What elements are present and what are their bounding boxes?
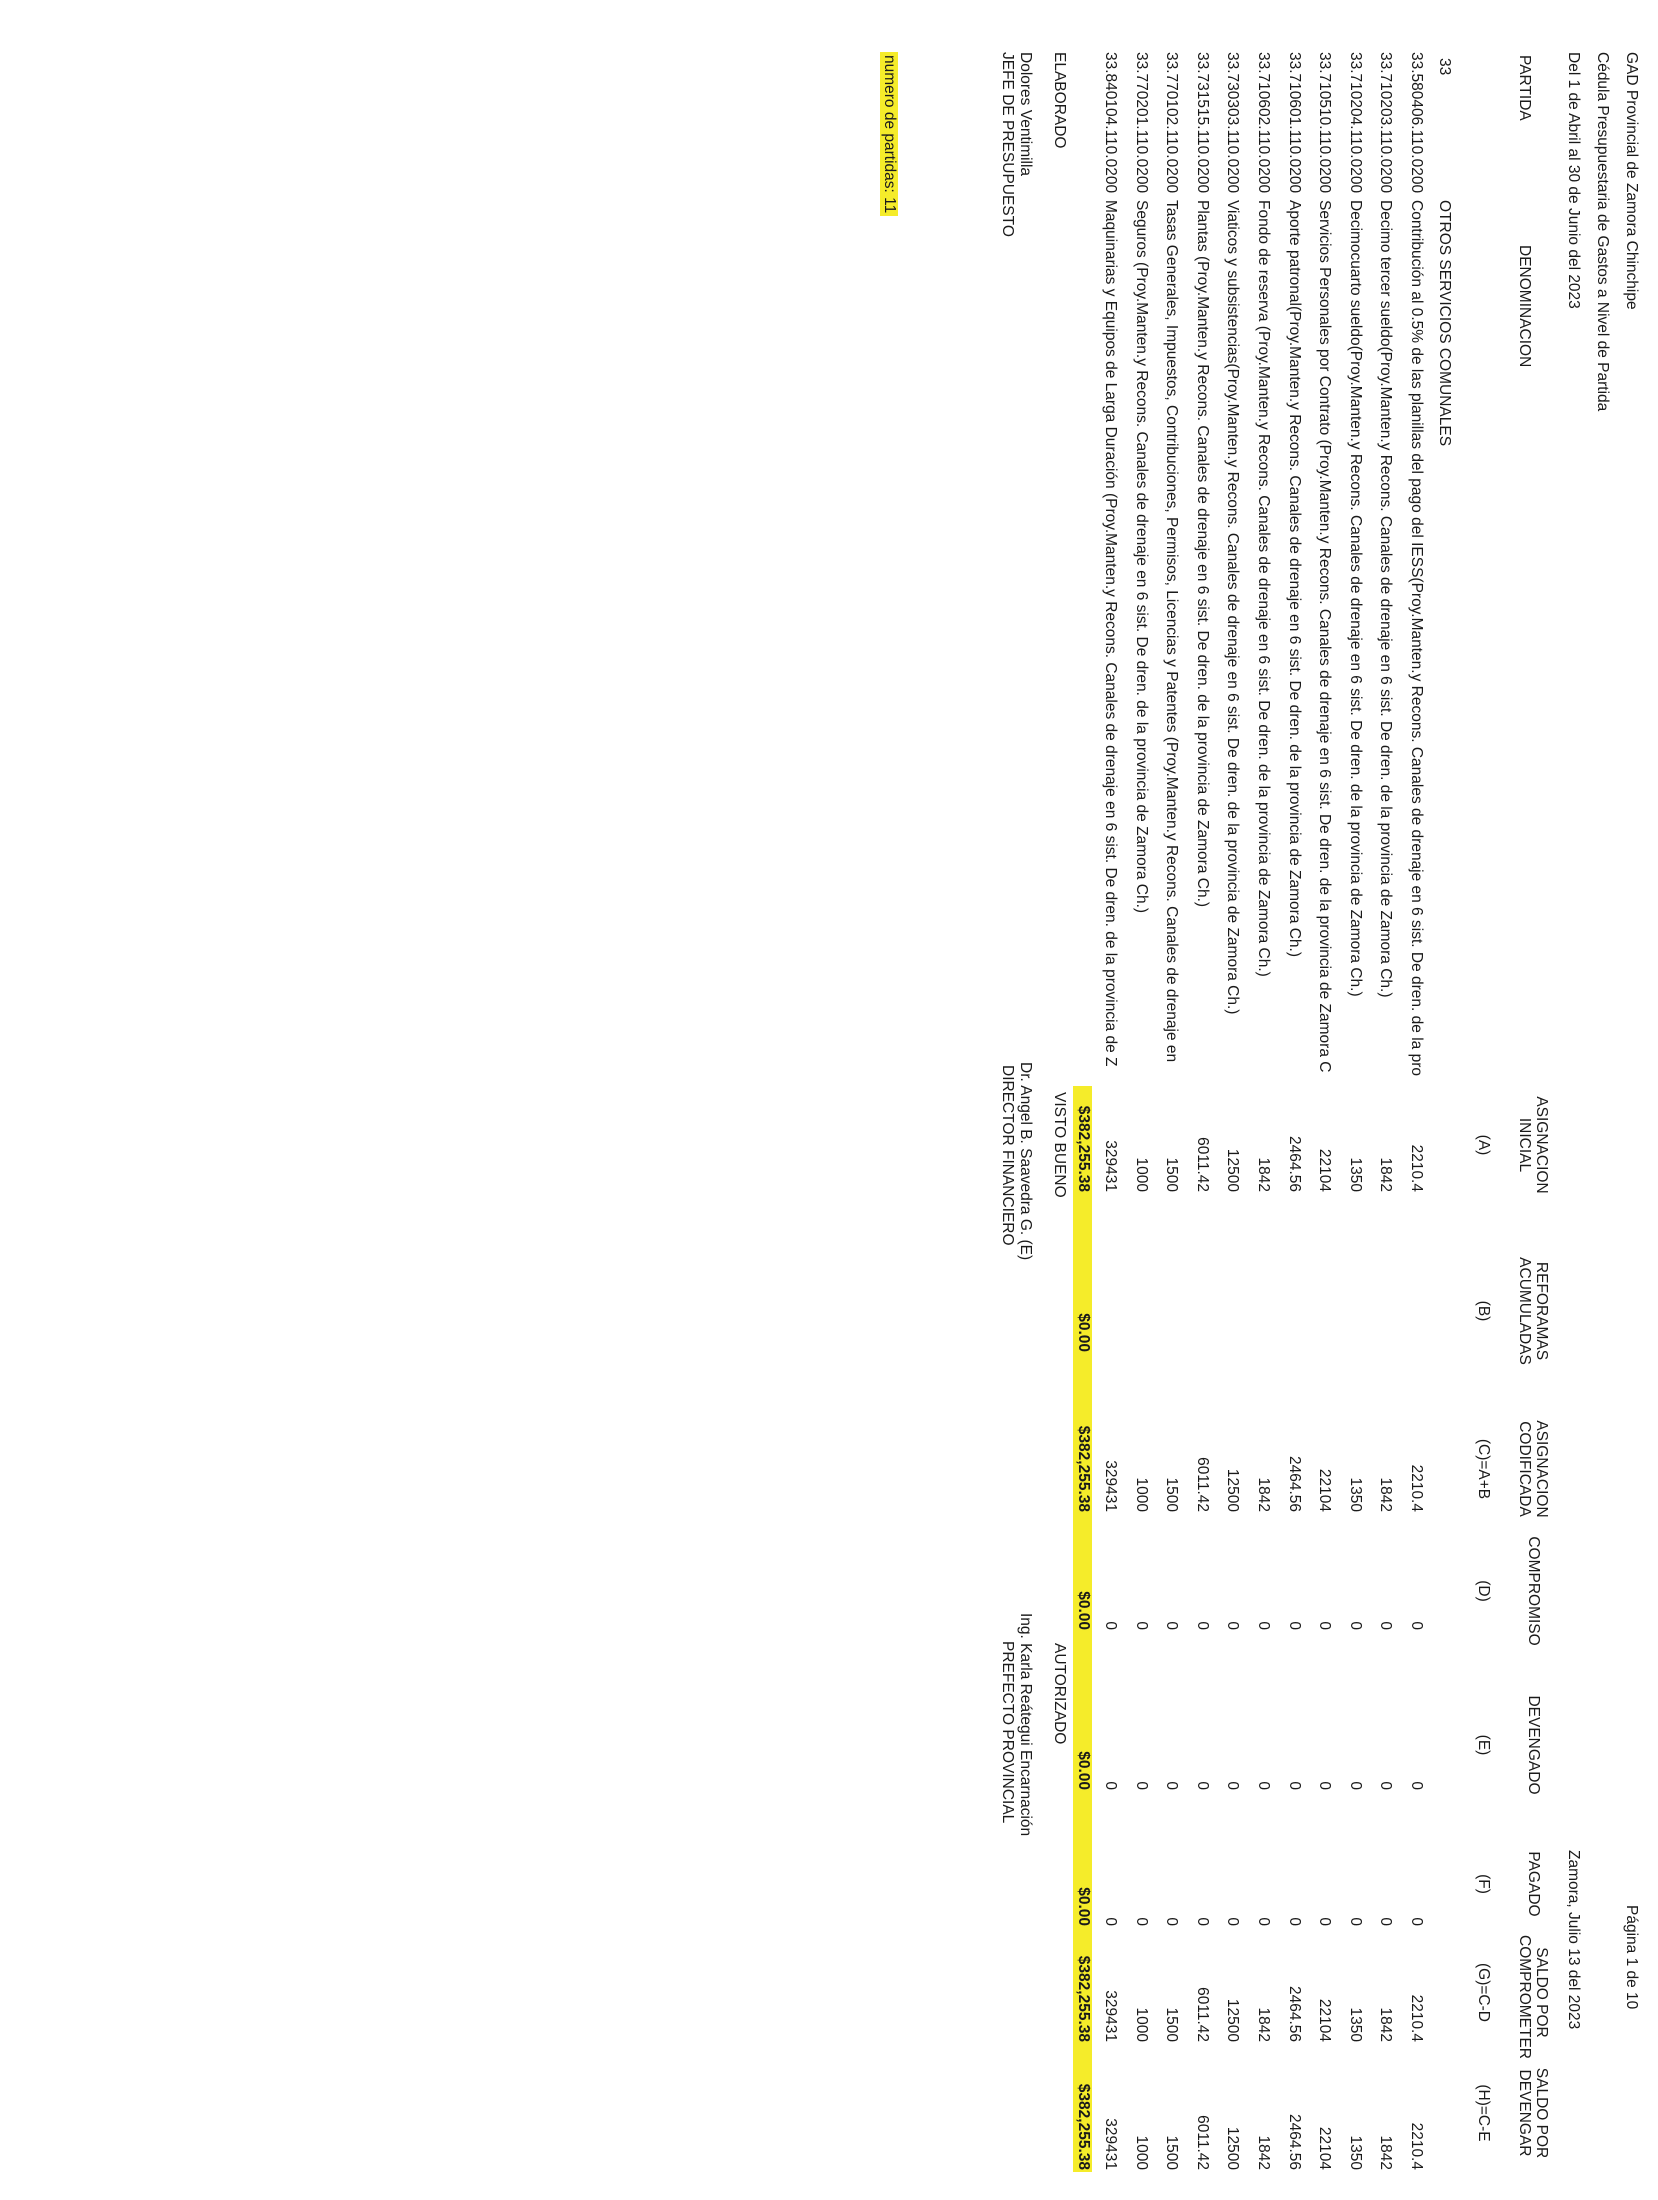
cell-compromiso: 0 — [1163, 1621, 1181, 1630]
total-c: $382,255.38 — [1074, 1406, 1092, 1512]
cell-devengado: 0 — [1163, 1781, 1181, 1790]
cell-reformas — [1376, 1262, 1394, 1352]
total-a: $382,255.38 — [1074, 1086, 1092, 1192]
col-h-header: SALDO POR DEVENGAR — [1516, 2067, 1550, 2159]
cell-partida: 33.730303.110.0200 — [1224, 52, 1242, 194]
cell-partida: 33.710510.110.0200 — [1316, 52, 1334, 194]
col-d-header: COMPROMISO — [1525, 1536, 1542, 1646]
signer-2-name: Dr. Angel B. Saavedra G. (E) — [1017, 1062, 1034, 1261]
col-a-code: (A) — [1475, 1134, 1492, 1156]
cell-saldo-comprometer: 6011.42 — [1193, 1987, 1211, 2042]
cell-denominacion: Maquinarias y Equipos de Larga Duración (Proy.Manten.y Recons. Canales de drenaje en 6 sist. De dren. de la provincia de Z — [1102, 200, 1119, 1067]
cell-saldo-comprometer: 1842 — [1377, 2007, 1395, 2042]
cell-saldo-comprometer: 1500 — [1163, 2007, 1181, 2042]
cell-asignacion-codificada: 329431 — [1102, 1460, 1119, 1512]
col-e-header: DEVENGADO — [1525, 1695, 1542, 1795]
cell-partida: 33.710204.110.0200 — [1346, 52, 1364, 194]
col-b-header: REFORAMAS ACUMULADAS — [1516, 1257, 1550, 1365]
cell-reformas — [1407, 1262, 1425, 1352]
cell-asignacion-inicial: 1842 — [1377, 1157, 1395, 1192]
cell-saldo-devengar: 1500 — [1163, 2135, 1181, 2170]
cell-devengado: 0 — [1132, 1781, 1150, 1790]
col-d-code: (D) — [1475, 1580, 1492, 1602]
cell-saldo-devengar: 22104 — [1316, 2126, 1334, 2170]
page-number: Página 1 de 10 — [1623, 1905, 1640, 2010]
col-denominacion-header: DENOMINACION — [1516, 245, 1533, 368]
cell-reformas — [1254, 1262, 1272, 1352]
cell-devengado: 0 — [1193, 1781, 1211, 1790]
cell-pagado: 0 — [1346, 1917, 1364, 1926]
total-b: $0.00 — [1074, 1262, 1092, 1352]
cell-saldo-comprometer: 1842 — [1255, 2007, 1272, 2042]
report-date: Zamora, Julio 13 del 2023 — [1565, 1850, 1582, 2030]
cell-saldo-comprometer: 2210.4 — [1408, 1994, 1425, 2042]
cell-pagado: 0 — [1193, 1917, 1211, 1926]
cell-devengado: 0 — [1316, 1781, 1334, 1790]
cell-asignacion-codificada: 22104 — [1316, 1468, 1334, 1512]
cell-devengado: 0 — [1224, 1781, 1242, 1790]
cell-asignacion-codificada: 1350 — [1346, 1477, 1364, 1512]
autorizado-label: AUTORIZADO — [1051, 1643, 1068, 1745]
col-g-header: SALDO POR COMPROMETER — [1516, 1935, 1550, 2059]
cell-compromiso: 0 — [1224, 1621, 1242, 1630]
cell-denominacion: Contribución al 0.5% de las planillas del pago del IESS(Proy.Manten.y Recons. Canales de drenaje en 6 sist. De dren. de la pro — [1408, 200, 1425, 1076]
col-h-code: (H)=C-E — [1475, 2084, 1492, 2142]
cell-asignacion-inicial: 22104 — [1316, 1148, 1334, 1192]
report-period: Del 1 de Abril al 30 de Junio del 2023 — [1565, 52, 1582, 309]
cell-denominacion: Plantas (Proy.Manten.y Recons. Canales de drenaje en 6 sist. De dren. de la provincia de Zamora Ch.) — [1193, 200, 1211, 908]
visto-bueno-label: VISTO BUENO — [1051, 1092, 1068, 1198]
cell-partida: 33.710602.110.0200 — [1255, 52, 1272, 194]
cell-asignacion-codificada: 1500 — [1163, 1477, 1181, 1512]
cell-pagado: 0 — [1285, 1917, 1303, 1926]
cell-asignacion-codificada: 2210.4 — [1408, 1464, 1425, 1512]
cell-denominacion: Aporte patronal(Proy.Manten.y Recons. Canales de drenaje en 6 sist. De dren. de la provincia de Zamora Ch.) — [1285, 200, 1303, 958]
cell-reformas — [1346, 1262, 1364, 1352]
cell-asignacion-inicial: 6011.42 — [1193, 1137, 1211, 1192]
cell-compromiso: 0 — [1316, 1621, 1334, 1630]
cell-partida: 33.770102.110.0200 — [1163, 52, 1181, 194]
cell-pagado: 0 — [1163, 1917, 1181, 1926]
col-g-code: (G)=C-D — [1475, 1963, 1492, 2022]
cell-reformas — [1315, 1262, 1333, 1352]
cell-compromiso: 0 — [1408, 1621, 1425, 1630]
cell-saldo-devengar: 6011.42 — [1193, 2115, 1211, 2170]
cell-pagado: 0 — [1132, 1917, 1150, 1926]
cell-asignacion-inicial: 1500 — [1163, 1157, 1181, 1192]
report-title: Cédula Presupuestaria de Gastos a Nivel de Partida — [1594, 52, 1611, 412]
cell-pagado: 0 — [1224, 1917, 1242, 1926]
cell-denominacion: Viaticos y subsistencias(Proy.Manten.y Recons. Canales de drenaje en 6 sist. De dren. de la provincia de Zamora Ch.) — [1224, 200, 1242, 1015]
cell-pagado: 0 — [1255, 1917, 1272, 1926]
cell-reformas — [1223, 1262, 1241, 1352]
cell-compromiso: 0 — [1346, 1621, 1364, 1630]
cell-pagado: 0 — [1316, 1917, 1334, 1926]
cell-pagado: 0 — [1377, 1917, 1395, 1926]
cell-asignacion-codificada: 12500 — [1224, 1468, 1242, 1512]
total-e: $0.00 — [1074, 1700, 1092, 1790]
group-name: OTROS SERVICIOS COMUNALES — [1436, 200, 1453, 447]
cell-asignacion-codificada: 6011.42 — [1193, 1457, 1211, 1512]
cell-pagado: 0 — [1102, 1917, 1119, 1926]
cell-asignacion-codificada: 1842 — [1377, 1477, 1395, 1512]
cell-asignacion-inicial: 1350 — [1346, 1157, 1364, 1192]
cell-partida: 33.710601.110.0200 — [1285, 52, 1303, 194]
cell-reformas — [1132, 1262, 1150, 1352]
cell-devengado: 0 — [1285, 1781, 1303, 1790]
col-partida-header: PARTIDA — [1516, 55, 1533, 121]
cell-denominacion: Seguros (Proy.Manten.y Recons. Canales de drenaje en 6 sist. De dren. de la provincia de Zamora Ch.) — [1132, 200, 1150, 914]
col-e-code: (E) — [1475, 1734, 1492, 1756]
elaborado-label: ELABORADO — [1051, 52, 1068, 149]
partidas-count-note: numero de partidas: 11 — [880, 52, 898, 216]
col-f-header: PAGADO — [1525, 1851, 1542, 1917]
cell-compromiso: 0 — [1102, 1621, 1119, 1630]
cell-asignacion-inicial: 1842 — [1255, 1157, 1272, 1192]
cell-saldo-devengar: 2210.4 — [1408, 2122, 1425, 2170]
signer-2-title: DIRECTOR FINANCIERO — [999, 1065, 1016, 1246]
cell-partida: 33.731515.110.0200 — [1193, 52, 1211, 194]
cell-pagado: 0 — [1408, 1917, 1425, 1926]
col-f-code: (F) — [1475, 1874, 1492, 1894]
cell-compromiso: 0 — [1132, 1621, 1150, 1630]
cell-compromiso: 0 — [1285, 1621, 1303, 1630]
col-c-code: (C)=A+B — [1475, 1438, 1492, 1500]
cell-asignacion-inicial: 1000 — [1132, 1157, 1150, 1192]
cell-partida: 33.840104.110.0200 — [1102, 52, 1119, 194]
cell-saldo-comprometer: 1000 — [1132, 2007, 1150, 2042]
cell-denominacion: Fondo de reserva (Proy.Manten.y Recons. Canales de drenaje en 6 sist. De dren. de la provincia de Zamora Ch.) — [1255, 200, 1272, 977]
cell-asignacion-inicial: 12500 — [1224, 1148, 1242, 1192]
cell-saldo-devengar: 1000 — [1132, 2135, 1150, 2170]
cell-devengado: 0 — [1377, 1781, 1395, 1790]
cell-saldo-comprometer: 22104 — [1316, 1998, 1334, 2042]
cell-saldo-comprometer: 2464.56 — [1285, 1985, 1303, 2042]
org-name: GAD Provincial de Zamora Chinchipe — [1623, 52, 1640, 310]
cell-asignacion-inicial: 2464.56 — [1285, 1135, 1303, 1192]
cell-asignacion-inicial: 329431 — [1102, 1140, 1119, 1192]
cell-denominacion: Decimo tercer sueldo(Proy.Manten.y Recons. Canales de drenaje en 6 sist. De dren. de la provincia de Zamora Ch.) — [1377, 200, 1395, 998]
cell-devengado: 0 — [1346, 1781, 1364, 1790]
cell-compromiso: 0 — [1193, 1621, 1211, 1630]
cell-reformas — [1285, 1262, 1303, 1352]
total-d: $0.00 — [1074, 1540, 1092, 1630]
cell-saldo-comprometer: 12500 — [1224, 1998, 1242, 2042]
cell-saldo-devengar: 2464.56 — [1285, 2113, 1303, 2170]
cell-partida: 33.710203.110.0200 — [1377, 52, 1395, 194]
cell-asignacion-codificada: 1000 — [1132, 1477, 1150, 1512]
group-code: 33 — [1436, 58, 1453, 76]
cell-compromiso: 0 — [1377, 1621, 1395, 1630]
total-g: $382,255.38 — [1074, 1936, 1092, 2042]
cell-saldo-comprometer: 1350 — [1346, 2007, 1364, 2042]
signer-3-title: PREFECTO PROVINCIAL — [999, 1641, 1016, 1824]
cell-saldo-comprometer: 329431 — [1102, 1990, 1119, 2042]
cell-partida: 33.770201.110.0200 — [1132, 52, 1150, 194]
cell-reformas — [1193, 1262, 1211, 1352]
cell-reformas — [1162, 1262, 1180, 1352]
total-h: $382,255.38 — [1074, 2064, 1092, 2170]
cell-reformas — [1101, 1262, 1119, 1352]
cell-devengado: 0 — [1408, 1781, 1425, 1790]
cell-asignacion-inicial: 2210.4 — [1408, 1144, 1425, 1192]
col-a-header: ASIGNACION INICIAL — [1516, 1096, 1550, 1194]
cell-saldo-devengar: 1842 — [1255, 2135, 1272, 2170]
cell-saldo-devengar: 329431 — [1102, 2118, 1119, 2170]
col-c-header: ASIGNACION CODIFICADA — [1516, 1420, 1550, 1518]
cell-asignacion-codificada: 2464.56 — [1285, 1455, 1303, 1512]
signer-3-name: Ing. Karla Reátegui Encarnación — [1017, 1613, 1034, 1837]
total-f: $0.00 — [1074, 1836, 1092, 1926]
cell-denominacion: Servicios Personales por Contrato (Proy.Manten.y Recons. Canales de drenaje en 6 sist. De dren. de la provincia de Zamora C — [1316, 200, 1334, 1073]
cell-asignacion-codificada: 1842 — [1255, 1477, 1272, 1512]
cell-saldo-devengar: 1350 — [1346, 2135, 1364, 2170]
cell-devengado: 0 — [1102, 1781, 1119, 1790]
cell-saldo-devengar: 1842 — [1377, 2135, 1395, 2170]
cell-denominacion: Decimocuarto sueldo(Proy.Manten.y Recons. Canales de drenaje en 6 sist. De dren. de la provincia de Zamora Ch.) — [1346, 200, 1364, 997]
signer-1-name: Dolores Ventimilla — [1017, 52, 1034, 177]
cell-saldo-devengar: 12500 — [1224, 2126, 1242, 2170]
signer-1-title: JEFE DE PRESUPUESTO — [999, 52, 1016, 237]
cell-compromiso: 0 — [1255, 1621, 1272, 1630]
cell-denominacion: Tasas Generales, Impuestos, Contribuciones, Permisos, Licencias y Patentes (Proy.Manten.y Recons. Canales de drenaje en — [1163, 200, 1181, 1063]
cell-partida: 33.580406.110.0200 — [1408, 52, 1425, 194]
col-b-code: (B) — [1475, 1300, 1492, 1322]
cell-devengado: 0 — [1255, 1781, 1272, 1790]
